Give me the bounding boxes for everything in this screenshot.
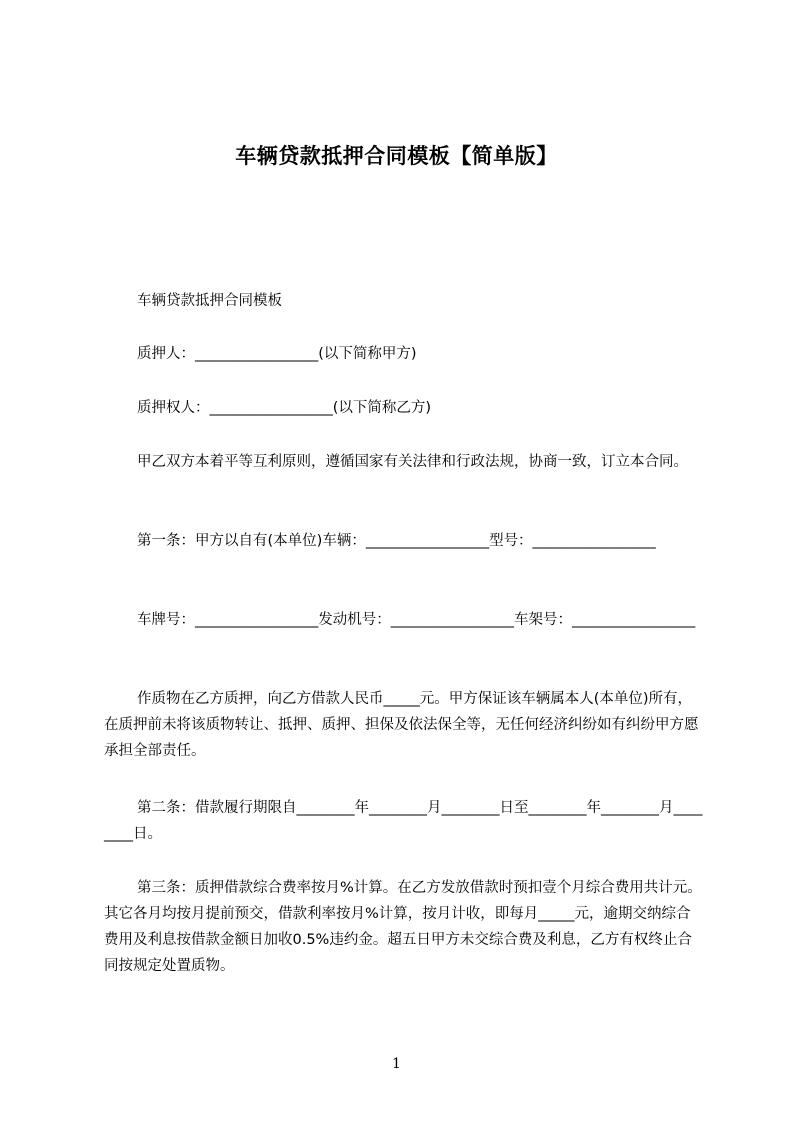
page-number: 1 [392, 1056, 401, 1072]
pledgor-line: 质押人：_________________(以下简称甲方) [137, 346, 417, 362]
subtitle-paragraph: 车辆贷款抵押合同模板 [137, 293, 282, 309]
document-title: 车辆贷款抵押合同模板【简单版】 [235, 144, 558, 168]
vehicle-identifiers-paragraph: 车牌号：_________________发动机号：_________________车架号：_________________ [137, 612, 696, 628]
preamble-paragraph: 甲乙双方本着平等互利原则，遵循国家有关法律和行政法规，协商一致，订立本合同。 [137, 454, 688, 470]
article-1-vehicle-paragraph: 第一条：甲方以自有(本单位)车辆：_________________型号：_________________ [137, 533, 656, 549]
article-3-fees-paragraph: 第三条：质押借款综合费率按月%计算。在乙方发放借款时预扣壹个月综合费用共计元。其它各月均按月提前预交，借款利率按月%计算，按月计收，即每月_____元，逾期交纳综合费用及利息按借款金额日加收0.5%违约金。超五日甲方未交综合费及利息，乙方有权终止合同按规定处置质物。 [104, 880, 702, 974]
article-2-term-paragraph: 第二条：借款履行期限自________年________月________日至________年________月________日。 [104, 800, 703, 842]
pledge-loan-paragraph: 作质物在乙方质押，向乙方借款人民币_____元。甲方保证该车辆属本人(本单位)所有，在质押前未将该质物转让、抵押、质押、担保及依法保全等，无任何经济纠纷如有纠纷甲方愿承担全部责任。 [104, 691, 699, 759]
pledgee-line: 质押权人：_________________(以下简称乙方) [137, 400, 432, 416]
